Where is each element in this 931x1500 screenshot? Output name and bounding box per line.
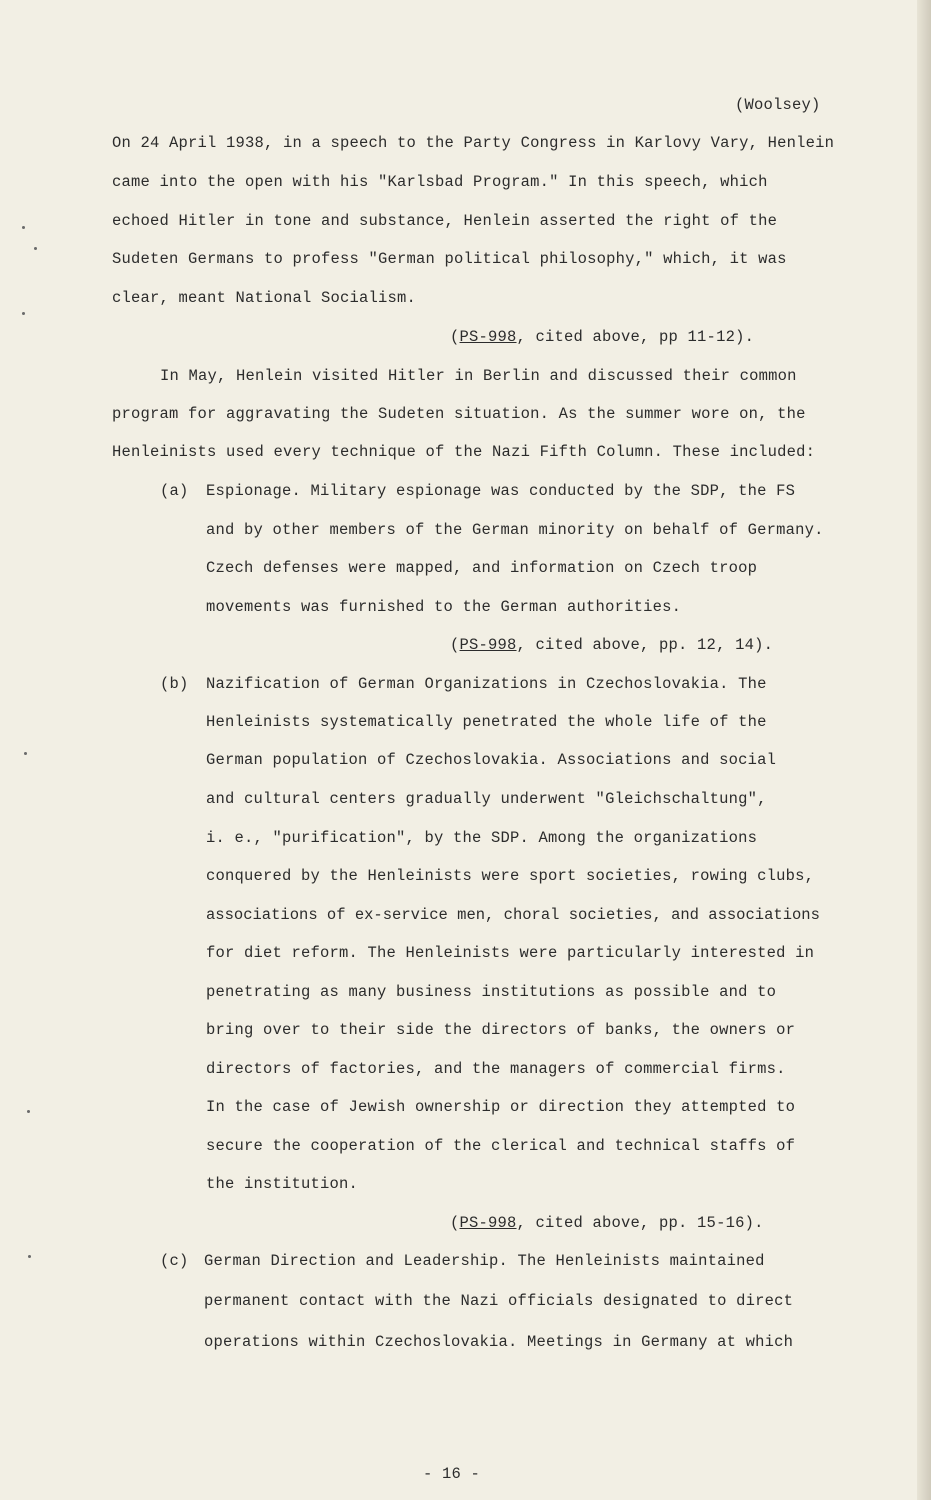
text-line: echoed Hitler in tone and substance, Henlein asserted the right of the: [112, 212, 778, 230]
citation-rest: , cited above, pp. 15-16).: [516, 1214, 764, 1232]
text-line: the institution.: [206, 1175, 359, 1193]
page-number: - 16 -: [423, 1465, 481, 1483]
text-line: permanent contact with the Nazi officials designated to direct: [204, 1292, 794, 1310]
text-line: clear, meant National Socialism.: [112, 289, 417, 307]
text-line: secure the cooperation of the clerical and technical staffs of: [206, 1137, 796, 1155]
margin-speck: [22, 312, 25, 315]
margin-speck: [22, 226, 25, 229]
text-line: bring over to their side the directors of banks, the owners or: [206, 1021, 796, 1039]
text-line: directors of factories, and the managers of commercial firms.: [206, 1060, 786, 1078]
text-line: conquered by the Henleinists were sport societies, rowing clubs,: [206, 867, 815, 885]
citation: (PS-998, cited above, pp 11-12).: [450, 328, 755, 346]
text-line: Sudeten Germans to profess "German political philosophy," which, it was: [112, 250, 787, 268]
page-edge: [917, 0, 931, 1500]
author-header: (Woolsey): [735, 96, 821, 114]
text-line: associations of ex-service men, choral societies, and associations: [206, 906, 820, 924]
text-line: Henleinists used every technique of the Nazi Fifth Column. These included:: [112, 443, 816, 461]
citation-rest: , cited above, pp 11-12).: [516, 328, 755, 346]
text-line: and by other members of the German minority on behalf of Germany.: [206, 521, 824, 539]
text-line: German Direction and Leadership. The Henleinists maintained: [204, 1252, 765, 1270]
margin-speck: [34, 247, 37, 250]
text-line: movements was furnished to the German authorities.: [206, 598, 682, 616]
text-line: came into the open with his "Karlsbad Program." In this speech, which: [112, 173, 768, 191]
item-label: (b): [160, 675, 189, 693]
citation-ref: PS-998: [459, 1214, 517, 1232]
item-label: (a): [160, 482, 189, 500]
text-line: i. e., "purification", by the SDP. Among the organizations: [206, 829, 758, 847]
text-line: operations within Czechoslovakia. Meetings in Germany at which: [204, 1333, 794, 1351]
text-line: In the case of Jewish ownership or direction they attempted to: [206, 1098, 796, 1116]
text-line: In May, Henlein visited Hitler in Berlin and discussed their common: [160, 367, 797, 385]
text-line: and cultural centers gradually underwent "Gleichschaltung",: [206, 790, 767, 808]
text-line: for diet reform. The Henleinists were particularly interested in: [206, 944, 815, 962]
text-line: program for aggravating the Sudeten situation. As the summer wore on, the: [112, 405, 806, 423]
text-line: Czech defenses were mapped, and information on Czech troop: [206, 559, 758, 577]
margin-speck: [27, 1110, 30, 1113]
text-line: Henleinists systematically penetrated the whole life of the: [206, 713, 767, 731]
margin-speck: [28, 1255, 31, 1258]
citation-rest: , cited above, pp. 12, 14).: [516, 636, 774, 654]
text-line: Nazification of German Organizations in Czechoslovakia. The: [206, 675, 767, 693]
citation-ref: PS-998: [459, 636, 517, 654]
text-line: German population of Czechoslovakia. Associations and social: [206, 751, 777, 769]
citation: (PS-998, cited above, pp. 15-16).: [450, 1214, 764, 1232]
text-line: penetrating as many business institutions as possible and to: [206, 983, 777, 1001]
citation: (PS-998, cited above, pp. 12, 14).: [450, 636, 774, 654]
item-label: (c): [160, 1252, 189, 1270]
citation-ref: PS-998: [459, 328, 517, 346]
text-line: Espionage. Military espionage was conducted by the SDP, the FS: [206, 482, 796, 500]
margin-speck: [24, 752, 27, 755]
text-line: On 24 April 1938, in a speech to the Party Congress in Karlovy Vary, Henlein: [112, 134, 835, 152]
